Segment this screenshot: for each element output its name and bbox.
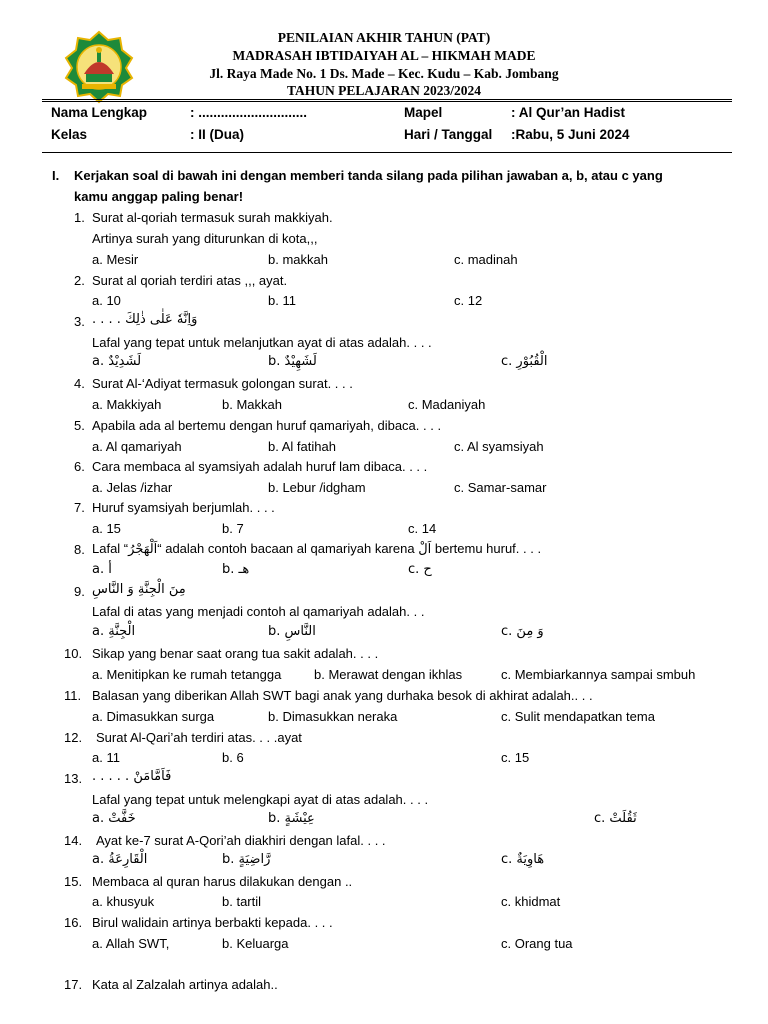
name-label: Nama Lengkap [51, 105, 148, 120]
question-number: 8. [74, 542, 85, 557]
question-number: 14. [64, 833, 83, 848]
option-c[interactable]: c. ثَقُلَتْ [594, 811, 637, 826]
option-c[interactable]: c. Sulit mendapatkan tema [501, 709, 655, 724]
option-b[interactable]: b. هـ [222, 562, 250, 577]
instruction-line-2: kamu anggap paling benar! [74, 189, 244, 204]
option-b[interactable]: b. Makkah [222, 397, 282, 412]
question-text: Membaca al quran harus dilakukan dengan .. [92, 874, 353, 889]
question-text: Cara membaca al syamsiyah adalah huruf lam dibaca. . . . [92, 459, 428, 474]
question-number: 11. [64, 688, 82, 703]
option-c[interactable]: c. 14 [408, 521, 437, 536]
question-text-2: Lafal yang tepat untuk melanjutkan ayat di atas adalah. . . . [92, 335, 432, 350]
option-b[interactable]: b. عِيْشَةٍ [268, 811, 315, 826]
option-a[interactable]: a. Makkiyah [92, 397, 162, 412]
option-a[interactable]: a. Al qamariyah [92, 439, 182, 454]
school-name: MADRASAH IBTIDAIYAH AL – HIKMAH MADE [232, 48, 536, 63]
option-a[interactable]: a. Allah SWT, [92, 936, 170, 951]
question-number: 6. [74, 459, 85, 474]
question-number: 9. [74, 584, 85, 599]
option-b[interactable]: b. tartil [222, 894, 262, 909]
name-field[interactable]: : ............................. [190, 105, 308, 120]
option-c[interactable]: c. 12 [454, 293, 483, 308]
option-a[interactable]: a. لَشَدِيْدٌ [92, 354, 142, 369]
question-text: Birul walidain artinya berbakti kepada. . . . [92, 915, 333, 930]
section-number: I. [52, 168, 60, 183]
question-text: Surat al-qoriah termasuk surah makkiyah. [92, 210, 333, 225]
option-a[interactable]: a. 15 [92, 521, 121, 536]
question-text: Huruf syamsiyah berjumlah. . . . [92, 500, 275, 515]
option-b[interactable]: b. رَّاضِيَةٍ [222, 852, 271, 867]
option-a[interactable]: a. Menitipkan ke rumah tetangga [92, 667, 282, 682]
option-a[interactable]: a. Jelas /izhar [92, 480, 173, 495]
school-year: TAHUN PELAJARAN 2023/2024 [286, 83, 481, 98]
class-value: : II (Dua) [190, 127, 244, 142]
question-text: . . . . وَاِنَّهٗ عَلٰى ذٰلِكَ [92, 312, 198, 327]
question-number: 13. [64, 771, 83, 786]
question-number: 4. [74, 376, 85, 391]
option-b[interactable]: b. Al fatihah [268, 439, 336, 454]
question-text-2: Lafal yang tepat untuk melengkapi ayat di atas adalah. . . . [92, 792, 429, 807]
question-text: Balasan yang diberikan Allah SWT bagi anak yang durhaka besok di akhirat adalah.. . . [92, 688, 593, 703]
class-label: Kelas [51, 127, 88, 142]
info-divider [42, 152, 732, 153]
option-a[interactable]: a. Mesir [92, 252, 139, 267]
option-b[interactable]: b. Lebur /idgham [268, 480, 366, 495]
question-text: Lafal “اَلْهَجْرُ“ adalah contoh bacaan al qamariyah karena اَلْ bertemu huruf. . . . [92, 541, 542, 556]
option-a[interactable]: a. خَفَّتْ [92, 811, 136, 826]
question-number: 5. [74, 418, 85, 433]
option-a[interactable]: a. Dimasukkan surga [92, 709, 215, 724]
header-divider [42, 99, 732, 102]
question-text: Ayat ke-7 surat A-Qori’ah diakhiri dengan lafal. . . . [96, 833, 386, 848]
date-value: :Rabu, 5 Juni 2024 [511, 127, 630, 142]
option-c[interactable]: c. ح [408, 562, 432, 577]
option-b[interactable]: b. Merawat dengan ikhlas [314, 667, 463, 682]
option-a[interactable]: a. 10 [92, 293, 121, 308]
date-label: Hari / Tanggal [404, 127, 493, 142]
option-c[interactable]: c. madinah [454, 252, 518, 267]
question-number: 10. [64, 646, 83, 661]
question-number: 12. [64, 730, 83, 745]
question-text: . . . . . فَاَمَّامَنْ [92, 769, 172, 784]
option-b[interactable]: b. 7 [222, 521, 244, 536]
option-b[interactable]: b. Dimasukkan neraka [268, 709, 398, 724]
question-text: مِنَ الْجِنَّةِ وَ النَّاسِ [92, 582, 186, 597]
option-b[interactable]: b. 11 [268, 293, 296, 308]
option-b[interactable]: b. لَشَهِيْدٌ [268, 354, 317, 369]
option-c[interactable]: c. Orang tua [501, 936, 573, 951]
option-b[interactable]: b. 6 [222, 750, 244, 765]
subject-value: : Al Qur’an Hadist [511, 105, 626, 120]
question-text: Surat al qoriah terdiri atas ,,, ayat. [92, 273, 288, 288]
option-c[interactable]: c. وَ مِنَ [501, 624, 544, 639]
question-number: 15. [64, 874, 83, 889]
question-text: Sikap yang benar saat orang tua sakit adalah. . . . [92, 646, 379, 661]
option-a[interactable]: a. أ [92, 562, 112, 577]
option-c[interactable]: c. 15 [501, 750, 530, 765]
question-number: 2. [74, 273, 85, 288]
question-text: Surat Al-‘Adiyat termasuk golongan surat. . . . [92, 376, 353, 391]
instruction-line-1: Kerjakan soal di bawah ini dengan memberi tanda silang pada pilihan jawaban a, b, atau c yang [74, 168, 663, 183]
question-number: 7. [74, 500, 85, 515]
option-c[interactable]: c. هَاوِيَةٌ [501, 852, 545, 867]
option-b[interactable]: b. Keluarga [222, 936, 289, 951]
option-b[interactable]: b. النَّاسِ [268, 624, 316, 639]
option-a[interactable]: a. الْقَارِعَةُ [92, 852, 148, 867]
question-number: 1. [74, 210, 85, 225]
question-text-2: Lafal di atas yang menjadi contoh al qamariyah adalah. . . [92, 604, 425, 619]
option-c[interactable]: c. khidmat [501, 894, 561, 909]
question-number: 3. [74, 314, 85, 329]
subject-label: Mapel [404, 105, 443, 120]
option-c[interactable]: c. Membiarkannya sampai smbuh [501, 667, 696, 682]
question-number: 16. [64, 915, 83, 930]
option-a[interactable]: a. 11 [92, 750, 120, 765]
option-a[interactable]: a. الْجِنَّةِ [92, 624, 136, 639]
exam-title: PENILAIAN AKHIR TAHUN (PAT) [277, 30, 491, 45]
question-number: 17. [64, 977, 83, 992]
option-c[interactable]: c. الْقُبُوْرِ [501, 354, 548, 369]
option-c[interactable]: c. Samar-samar [454, 480, 547, 495]
question-text-2: Artinya surah yang diturunkan di kota,,, [92, 231, 318, 246]
question-text: Surat Al-Qari’ah terdiri atas. . . .ayat [96, 730, 302, 745]
option-c[interactable]: c. Al syamsiyah [454, 439, 544, 454]
option-a[interactable]: a. khusyuk [92, 894, 155, 909]
option-b[interactable]: b. makkah [268, 252, 328, 267]
school-address: Jl. Raya Made No. 1 Ds. Made – Kec. Kudu – Kab. Jombang [209, 66, 559, 81]
question-text: Apabila ada al bertemu dengan huruf qamariyah, dibaca. . . . [92, 418, 442, 433]
question-text: Kata al Zalzalah artinya adalah.. [92, 977, 278, 992]
option-c[interactable]: c. Madaniyah [408, 397, 486, 412]
